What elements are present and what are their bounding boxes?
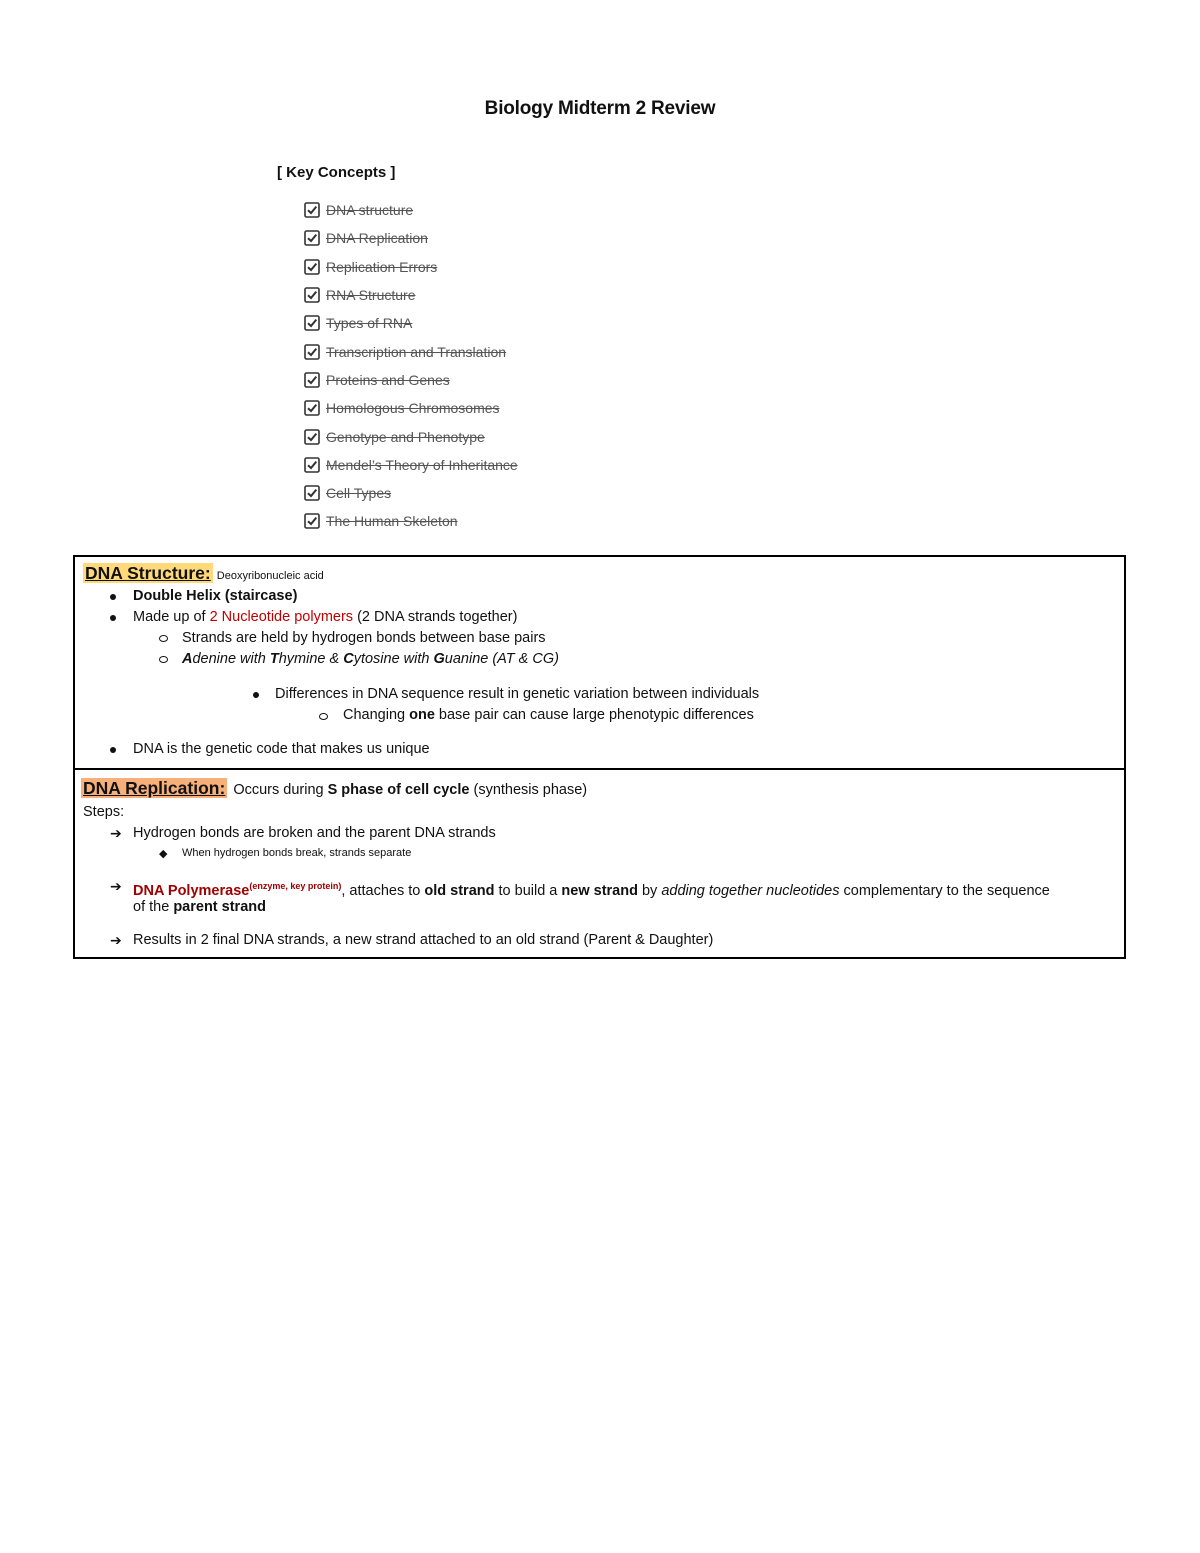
checkbox-checked-icon[interactable] [304, 202, 320, 218]
dna-structure-colon: : [204, 563, 211, 583]
checkbox-checked-icon[interactable] [304, 457, 320, 473]
a2-line2-bold: parent strand [173, 899, 266, 915]
key-concepts-checklist [304, 196, 518, 536]
arrow-right-icon: ➔ [110, 825, 122, 841]
sub-step-strands-separate: When hydrogen bonds break, strands separate [182, 847, 412, 859]
intro-bold: S phase of cell cycle [327, 782, 470, 798]
a2-1: , attaches to [341, 882, 425, 899]
page-title: Biology Midterm 2 Review [484, 98, 716, 119]
arrow-right-icon: ➔ [110, 878, 122, 894]
arrow-right-icon: ➔ [110, 932, 122, 948]
checklist-item[interactable] [304, 451, 518, 479]
b2-pre: Made up of [133, 609, 210, 625]
dna-structure-subtitle: Deoxyribonucleic acid [216, 570, 324, 582]
checklist-item-label: DNA structure [326, 202, 414, 219]
b2-red: 2 Nucleotide polymers [209, 609, 354, 625]
key-concepts-heading: [ Key Concepts ] [277, 164, 396, 181]
s2-d: hymine & [278, 651, 344, 667]
dna-replication-title: DNA Replication: [83, 778, 226, 798]
checklist-item[interactable] [304, 337, 518, 365]
bullet-double-helix: Double Helix (staircase) [133, 588, 298, 604]
dna-polymerase-term: DNA Polymerase [133, 882, 250, 899]
checklist-item-label: Homologous Chromosomes [326, 400, 500, 417]
s2-a: A [182, 651, 193, 667]
intro-pre: Occurs during [233, 782, 328, 798]
dna-structure-title-text: DNA Structure [85, 563, 205, 583]
bullet-genetic-variation: Differences in DNA sequence result in genetic variation between individuals [275, 686, 760, 702]
checkbox-checked-icon[interactable] [304, 230, 320, 246]
s2-f: ytosine with [353, 651, 434, 667]
checklist-item[interactable] [304, 366, 518, 394]
checklist-item-label: RNA Structure [326, 287, 416, 304]
checklist-item-label: The Human Skeleton [326, 513, 458, 530]
s2-c: T [269, 651, 279, 667]
checklist-item[interactable] [304, 507, 518, 535]
a2-line2-pre: of the [133, 899, 174, 915]
checklist-item[interactable] [304, 224, 518, 252]
checkbox-checked-icon[interactable] [304, 513, 320, 529]
checklist-item-label: Genotype and Phenotype [326, 428, 485, 445]
bullet-genetic-code: DNA is the genetic code that makes us unique [133, 741, 430, 757]
diamond-bullet-icon: ◆ [159, 848, 168, 860]
checkbox-checked-icon[interactable] [304, 429, 320, 445]
a2-6: adding together nucleotides [661, 882, 840, 899]
b2-post: (2 DNA strands together) [353, 609, 518, 625]
sub-bullet-base-pairs [182, 649, 559, 670]
sub-bullet-hydrogen-bonds: Strands are held by hydrogen bonds between base pairs [182, 630, 546, 646]
s2-g: G [433, 651, 445, 667]
bullet-ring-icon [159, 635, 168, 642]
dna-structure-header [83, 563, 324, 587]
bullet-ring-icon [319, 713, 328, 720]
s3-bold: one [409, 707, 435, 723]
checklist-item-label: DNA Replication [326, 230, 428, 247]
s2-h: uanine (AT & CG) [444, 651, 559, 667]
dna-structure-section [73, 555, 1126, 770]
dna-polymerase-note: (enzyme, key protein) [249, 881, 342, 891]
checkbox-checked-icon[interactable] [304, 372, 320, 388]
step-hydrogen-bonds: Hydrogen bonds are broken and the parent DNA strands [133, 825, 496, 841]
step-result: Results in 2 final DNA strands, a new strand attached to an old strand (Parent & Daughter) [133, 932, 714, 948]
checklist-item-label: Replication Errors [326, 258, 438, 275]
s3-pre: Changing [343, 707, 410, 723]
step-dna-polymerase [133, 876, 1050, 902]
checkbox-checked-icon[interactable] [304, 400, 320, 416]
intro-post: (synthesis phase) [469, 782, 588, 798]
checklist-item-label: Transcription and Translation [326, 343, 507, 360]
bullet-ring-icon [159, 656, 168, 663]
bullet-dot-icon [253, 692, 259, 698]
a2-5: by [637, 882, 662, 899]
checklist-item[interactable] [304, 479, 518, 507]
a2-2: old strand [424, 882, 495, 899]
dna-replication-section [73, 768, 1126, 959]
checklist-item-label: Proteins and Genes [326, 371, 450, 388]
step-dna-polymerase-cont [133, 897, 266, 918]
sub-bullet-one-base-pair [343, 705, 754, 726]
bullet-dot-icon [110, 594, 116, 600]
checklist-item[interactable] [304, 253, 518, 281]
checkbox-checked-icon[interactable] [304, 344, 320, 360]
checklist-item[interactable] [304, 309, 518, 337]
checkbox-checked-icon[interactable] [304, 259, 320, 275]
dna-structure-title [83, 563, 213, 583]
checklist-item[interactable] [304, 281, 518, 309]
checkbox-checked-icon[interactable] [304, 485, 320, 501]
checklist-item[interactable] [304, 196, 518, 224]
checklist-item-label: Types of RNA [326, 315, 413, 332]
bullet-nucleotide-polymers [133, 607, 517, 628]
a2-4: new strand [561, 882, 638, 899]
bullet-dot-icon [110, 615, 116, 621]
checklist-item-label: Cell Types [326, 485, 392, 502]
checkbox-checked-icon[interactable] [304, 287, 320, 303]
checklist-item[interactable] [304, 394, 518, 422]
s2-b: denine with [192, 651, 270, 667]
bullet-dot-icon [110, 747, 116, 753]
s2-e: C [343, 651, 354, 667]
checklist-item-label: Mendel’s Theory of Inheritance [326, 456, 518, 473]
checkbox-checked-icon[interactable] [304, 315, 320, 331]
dna-replication-header [81, 778, 587, 801]
checklist-item[interactable] [304, 422, 518, 450]
a2-7: complementary to the sequence [839, 882, 1050, 899]
s3-post: base pair can cause large phenotypic differences [434, 707, 754, 723]
steps-label: Steps: [83, 804, 125, 820]
a2-3: to build a [494, 882, 562, 899]
